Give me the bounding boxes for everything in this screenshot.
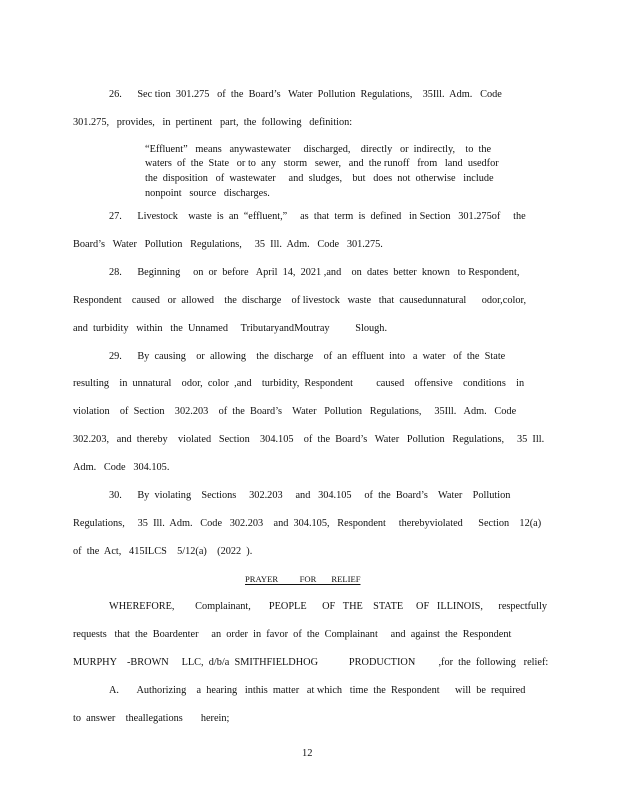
page-number: 12 bbox=[302, 748, 313, 759]
paragraph-26-line-2: 301.275, provides, in pertinent part, the following definition: bbox=[73, 117, 353, 128]
paragraph-30-line-2: Regulations, 35 Ill. Adm. Code 302.203 and 304.105, Respondent therebyviolated Section 12(a) bbox=[73, 518, 542, 529]
wherefore-line-2: requests that the Boardenter an order in favor of the Complainant and against the Respondent bbox=[73, 629, 512, 640]
quote-line-3: the disposition of wastewater and sludges, but does not otherwise include bbox=[145, 173, 494, 184]
prayer-for-relief-heading: PRAYER FOR RELIEF bbox=[245, 574, 361, 584]
paragraph-28-line-1: 28. Beginning on or before April 14, 2021 ,and on dates better known to Respondent, bbox=[109, 267, 520, 278]
relief-item-a-line-1: A. Authorizing a hearing inthis matter at which time the Respondent will be required bbox=[109, 685, 526, 696]
paragraph-29-line-5: Adm. Code 304.105. bbox=[73, 462, 170, 473]
paragraph-29-line-1: 29. By causing or allowing the discharge of an effluent into a water of the State bbox=[109, 351, 506, 362]
paragraph-26-line-1: 26. Sec tion 301.275 of the Board’s Water Pollution Regulations, 35Ill. Adm. Code bbox=[109, 89, 502, 100]
paragraph-27-line-1: 27. Livestock waste is an “effluent,” as that term is defined in Section 301.275of the bbox=[109, 211, 526, 222]
wherefore-line-1: WHEREFORE, Complainant, PEOPLE OF THE STATE OF ILLINOIS, respectfully bbox=[109, 601, 548, 612]
paragraph-29-line-2: resulting in unnatural odor, color ,and turbidity, Respondent caused offensive conditions in bbox=[73, 378, 525, 389]
paragraph-29-line-4: 302.203, and thereby violated Section 304.105 of the Board’s Water Pollution Regulations, 35 Ill. bbox=[73, 434, 545, 445]
paragraph-30-line-1: 30. By violating Sections 302.203 and 304.105 of the Board’s Water Pollution bbox=[109, 490, 511, 501]
paragraph-28-line-3: and turbidity within the Unnamed TributaryandMoutray Slough. bbox=[73, 323, 388, 334]
paragraph-28-line-2: Respondent caused or allowed the discharge of livestock waste that causedunnatural odor,color, bbox=[73, 295, 527, 306]
quote-line-1: “Effluent” means anywastewater discharged, directly or indirectly, to the bbox=[145, 144, 492, 155]
quote-line-4: nonpoint source discharges. bbox=[145, 188, 270, 199]
wherefore-line-3: MURPHY -BROWN LLC, d/b/a SMITHFIELDHOG PRODUCTION ,for the following relief: bbox=[73, 657, 549, 668]
relief-item-a-line-2: to answer theallegations herein; bbox=[73, 713, 230, 724]
paragraph-30-line-3: of the Act, 415ILCS 5/12(a) (2022 ). bbox=[73, 546, 253, 557]
paragraph-27-line-2: Board’s Water Pollution Regulations, 35 Ill. Adm. Code 301.275. bbox=[73, 239, 383, 250]
quote-line-2: waters of the State or to any storm sewer, and the runoff from land usedfor bbox=[145, 158, 499, 169]
paragraph-29-line-3: violation of Section 302.203 of the Board’s Water Pollution Regulations, 35Ill. Adm. Code bbox=[73, 406, 517, 417]
